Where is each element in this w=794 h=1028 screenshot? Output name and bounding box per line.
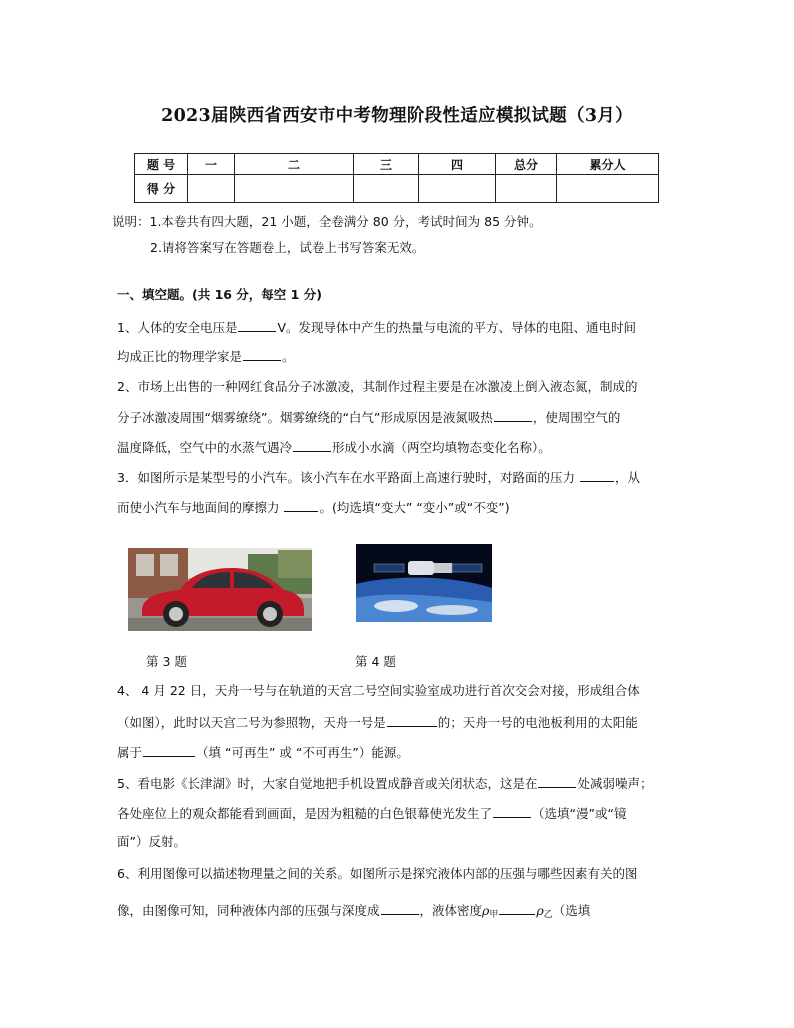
question-2-line-2 <box>117 410 620 425</box>
question-4-line-1: 4、 4 月 22 日，天舟一号与在轨道的天宫二号空间实验室成功进行首次交会对接，形成组合体 <box>117 683 640 698</box>
question-6-line-1: 6、利用图像可以描述物理量之间的关系。如图所示是探究液体内部的压强与哪些因素有关的图 <box>117 866 638 881</box>
score-header-cell: 三 <box>354 154 419 175</box>
score-header-cell: 总分 <box>496 154 557 175</box>
section-heading-fill-in: 一、填空题。(共 16 分，每空 1 分) <box>117 287 322 302</box>
text: 形成小水滴（两空均填物态变化名称）。 <box>332 440 551 455</box>
text: 3．如图所示是某型号的小汽车。该小汽车在水平路面上高速行驶时，对路面的压力 <box>117 470 579 485</box>
score-header-cell: 二 <box>235 154 354 175</box>
question-1-line-2 <box>117 349 295 364</box>
score-header-cell: 一 <box>188 154 235 175</box>
rho-symbol: ρ <box>536 903 544 918</box>
text: （填 “可再生” 或 “不可再生”）能源。 <box>196 745 409 760</box>
text: 。(均选填“变大” “变小”或“不变”) <box>319 500 510 515</box>
score-table-header-row <box>135 154 659 175</box>
question-3-line-1 <box>117 470 640 485</box>
text: 各处座位上的观众都能看到画面，是因为粗糙的白色银幕使光发生了 <box>117 806 493 821</box>
figure-4-caption: 第 4 题 <box>355 654 396 669</box>
text: ，液体密度 <box>419 903 483 918</box>
question-5-line-2 <box>117 806 626 821</box>
score-header-cell: 累分人 <box>557 154 659 175</box>
text: 处减弱噪声； <box>577 776 653 791</box>
answer-blank <box>538 776 576 788</box>
score-header-cell: 四 <box>419 154 496 175</box>
answer-blank <box>580 470 614 482</box>
text: V。发现导体中产生的热量与电流的平方、导体的电阻、通电时间 <box>277 320 637 335</box>
notes-line-1: 说明：1.本卷共有四大题，21 小题，全卷满分 80 分，考试时间为 85 分钟。 <box>112 214 542 229</box>
text: （选填“漫”或“镜 <box>532 806 627 821</box>
answer-blank <box>387 715 437 727</box>
text: ，使周围空气的 <box>532 410 621 425</box>
question-5-line-3: 面”）反射。 <box>117 834 186 849</box>
score-cell <box>235 175 354 203</box>
text: 。 <box>282 349 295 364</box>
question-4-line-2 <box>117 715 638 730</box>
question-3-line-2 <box>117 500 510 515</box>
score-cell <box>419 175 496 203</box>
spacecraft-photo <box>356 544 492 622</box>
text: 的；天舟一号的电池板利用的太阳能 <box>437 715 638 730</box>
text: 1、人体的安全电压是 <box>117 320 238 335</box>
subscript: 甲 <box>489 910 499 920</box>
text: ，从 <box>614 470 640 485</box>
answer-blank <box>243 349 281 361</box>
answer-blank <box>143 745 195 757</box>
answer-blank <box>499 903 535 915</box>
figure-3-caption: 第 3 题 <box>146 654 187 669</box>
question-4-line-3 <box>117 745 409 760</box>
text: 属于 <box>117 745 143 760</box>
score-row-label: 得 分 <box>135 175 188 203</box>
answer-blank <box>493 806 531 818</box>
question-2-line-1: 2、市场上出售的一种网红食品分子冰激凌，其制作过程主要是在冰激凌上倒入液态氮，制成的 <box>117 379 638 394</box>
text: 5、看电影《长津湖》时，大家自觉地把手机设置成静音或关闭状态，这是在 <box>117 776 538 791</box>
question-1-line-1 <box>117 320 636 335</box>
question-5-line-1 <box>117 776 652 791</box>
question-6-line-2 <box>117 903 590 920</box>
text: 分子冰激凌周围“烟雾缭绕”。烟雾缭绕的“白气”形成原因是液氮吸热 <box>117 410 493 425</box>
score-cell <box>557 175 659 203</box>
answer-blank <box>293 440 331 452</box>
rho-symbol: ρ <box>482 903 490 918</box>
text: （如图），此时以天宫二号为参照物，天舟一号是 <box>117 715 386 730</box>
subscript: 乙 <box>543 910 553 920</box>
text: （选填 <box>552 903 591 918</box>
car-photo <box>128 548 312 631</box>
text: 而使小汽车与地面间的摩擦力 <box>117 500 284 515</box>
answer-blank <box>494 410 532 422</box>
text: 均成正比的物理学家是 <box>117 349 243 364</box>
answer-blank <box>238 320 276 332</box>
score-header-cell: 题 号 <box>135 154 188 175</box>
score-table-score-row <box>135 175 659 203</box>
answer-blank <box>381 903 419 915</box>
score-cell <box>354 175 419 203</box>
text: 像，由图像可知，同种液体内部的压强与深度成 <box>117 903 380 918</box>
score-table <box>134 153 659 203</box>
notes-line-2: 2.请将答案写在答题卷上，试卷上书写答案无效。 <box>150 240 425 255</box>
answer-blank <box>284 500 318 512</box>
score-cell <box>496 175 557 203</box>
page-title: 2023届陕西省西安市中考物理阶段性适应模拟试题（3月） <box>161 106 633 126</box>
score-cell <box>188 175 235 203</box>
text: 温度降低，空气中的水蒸气遇冷 <box>117 440 293 455</box>
question-2-line-3 <box>117 440 551 455</box>
